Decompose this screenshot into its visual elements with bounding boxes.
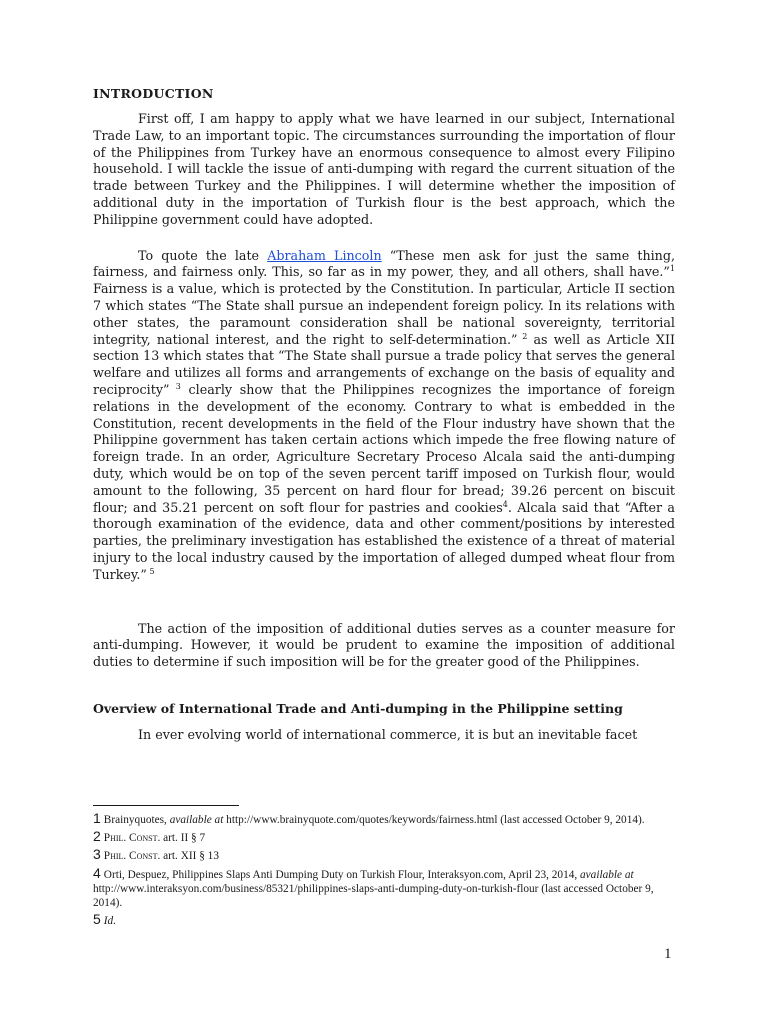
- footnote-number: 4: [93, 864, 101, 881]
- footnote-number: 3: [93, 846, 101, 863]
- text-segment: To quote the late: [138, 247, 268, 263]
- footnote-text: available at: [580, 868, 634, 881]
- footnote-number: 1: [93, 810, 101, 826]
- footnote-3: [93, 847, 675, 863]
- text-segment: Fairness is a value, which is protected by the Constitution. In particular, Article II section 7 which states “The State shall pursue an independent foreign policy. In its relations with other states, the paramount consideration shall be national sovereignty, territorial integrity, national interest, and the right to self-determination.”: [93, 281, 675, 347]
- footnote-ref-5: 5: [146, 566, 155, 576]
- document-body: [93, 86, 675, 763]
- paragraph-counter-measure: The action of the imposition of additional duties serves as a counter measure for anti-dumping. However, it would be prudent to examine the imposition of additional duties to determine if such imposition will be for the greater good of the Philippines.: [93, 620, 675, 670]
- footnote-text: Brainyquotes,: [103, 814, 170, 826]
- paragraph-overview: In ever evolving world of international commerce, it is but an inevitable facet: [138, 726, 638, 742]
- footnote-text: available at: [169, 814, 224, 826]
- footnote-ref-4: 4: [502, 499, 508, 509]
- footnote-text: Phil. Const.: [103, 832, 161, 845]
- footnote-number: 2: [93, 828, 101, 845]
- paragraph-intro: First off, I am happy to apply what we have learned in our subject, International Trade Law, to an important topic. The circumstances surrounding the importation of flour of the Philippines from Turkey have an enormous consequence to almost every Filipino household. I will tackle the issue of anti-dumping with regard the current situation of the trade between Turkey and the Philippines. I will determine whether the imposition of additional duty in the importation of Turkish flour is the best approach, which the Philippine government could have adopted.: [93, 111, 675, 227]
- footnote-4: [93, 866, 675, 911]
- footnote-2: [93, 829, 675, 845]
- paragraph-lincoln-quote: [93, 248, 675, 584]
- text-segment: . Alcala said that “After a thorough examination of the evidence, data and other comment/positions by interested parties, the preliminary investigation has established the existence of a threat of material injury to the local industry caused by the importation of alleged dumped wheat flour from Turkey.”: [93, 499, 675, 582]
- footnote-ref-3: 3: [169, 381, 181, 391]
- footnotes: [93, 811, 675, 930]
- footnote-text: Id.: [103, 915, 117, 928]
- page-number: 1: [664, 946, 672, 962]
- text-segment: clearly show that the Philippines recognizes the importance of foreign relations in the development of the economy. Contrary to what is embedded in the Constitution, recent developments in the field of the Flour industry have shown that the Philippine government has taken certain actions which impede the free flowing nature of foreign trade. In an order, Agriculture Secretary Proceso Alcala said the anti-dumping duty, which would be on top of the seven percent tariff imposed on Turkish flour, would amount to the following, 35 percent on hard flour for bread; 39.26 percent on biscuit flour; and 35.21 percent on soft flour for pastries and cookies: [93, 381, 675, 515]
- footnote-ref-1: 1: [669, 264, 675, 274]
- footnote-text: art. II § 7: [160, 832, 206, 845]
- footnote-ref-2: 2: [517, 331, 528, 341]
- footnote-text: http://www.interaksyon.com/business/85321/philippines-slaps-anti-dumping-duty-on-turkish-flour (last accessed October 9, 2014).: [93, 882, 654, 910]
- section-subheading: Overview of International Trade and Anti-dumping in the Philippine setting: [93, 700, 623, 716]
- footnote-text: http://www.brainyquote.com/quotes/keywords/fairness.html (last accessed October 9, 2014).: [223, 814, 645, 826]
- footnote-separator: [93, 805, 239, 806]
- text-segment: as well as Article XII section 13 which states that “The State shall pursue a trade policy that serves the general welfare and utilizes all forms and arrangements of exchange on the basis of equality and reciprocity”: [93, 331, 675, 397]
- text-segment: “These men ask for just the same thing, fairness, and fairness only. This, so far as in my power, they, and all others, shall have.”: [93, 247, 676, 280]
- footnote-text: art. XII § 13: [160, 850, 219, 863]
- footnote-5: [93, 912, 675, 928]
- section-heading: INTRODUCTION: [93, 86, 214, 101]
- abraham-lincoln-link[interactable]: Abraham Lincoln: [267, 247, 382, 263]
- footnote-text: Orti, Despuez, Philippines Slaps Anti Dumping Duty on Turkish Flour, Interaksyon.com, April 23, 2014,: [103, 868, 581, 881]
- footnote-1: [93, 811, 675, 827]
- footnote-text: Phil. Const.: [103, 850, 161, 863]
- footnote-number: 5: [93, 911, 101, 928]
